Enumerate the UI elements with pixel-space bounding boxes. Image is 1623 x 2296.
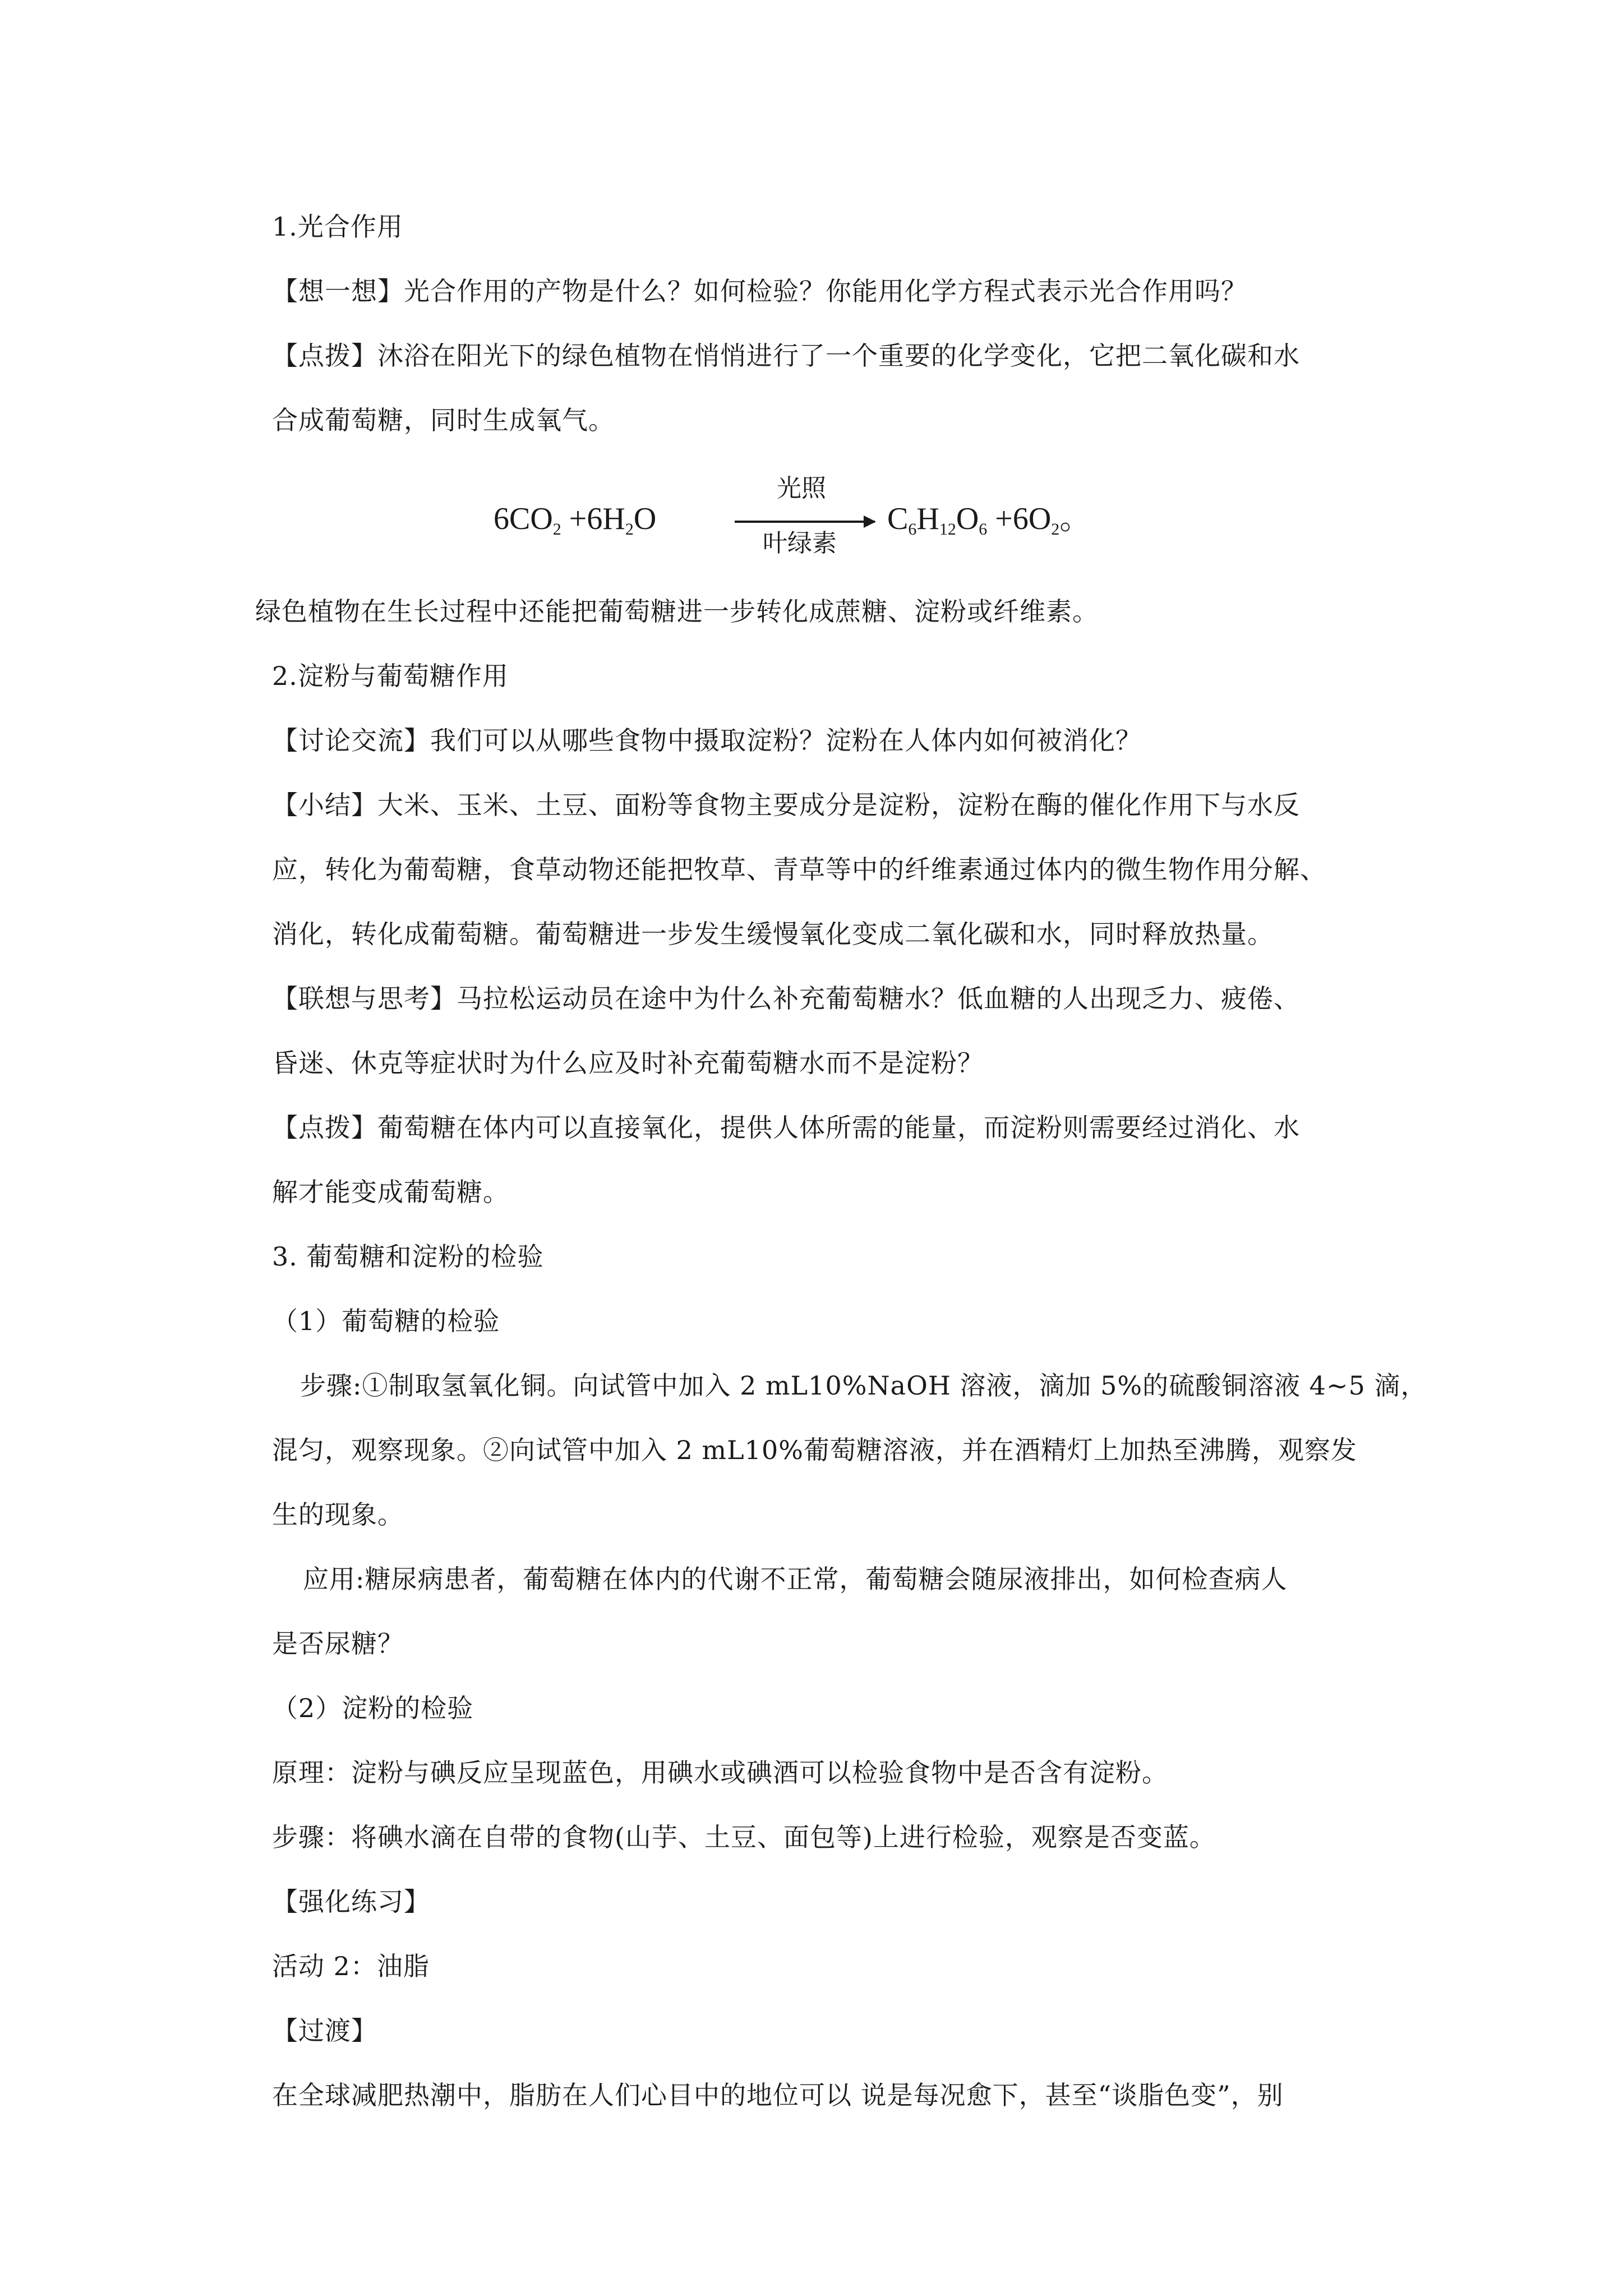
equation-reactants: $6CO_2 +6H_2O$ (494, 501, 657, 539)
section-heading-testing: 3. 葡萄糖和淀粉的检验 (272, 1241, 544, 1272)
paragraph-think: 【想一想】光合作用的产物是什么？如何检验？你能用化学方程式表示光合作用吗？ (272, 276, 1247, 306)
paragraph-green-plants: 绿色植物在生长过程中还能把葡萄糖进一步转化成蔗糖、淀粉或纤维素。 (255, 596, 1099, 627)
section-heading-starch-glucose: 2.淀粉与葡萄糖作用 (272, 661, 509, 691)
paragraph-hint-2-cont: 解才能变成葡萄糖。 (272, 1177, 509, 1207)
paragraph-summary-1: 【小结】大米、玉米、土豆、面粉等食物主要成分是淀粉，淀粉在酶的催化作用下与水反 (272, 790, 1300, 820)
paragraph-hint-1: 【点拨】沐浴在阳光下的绿色植物在悄悄进行了一个重要的化学变化，它把二氧化碳和水 (272, 341, 1300, 371)
equation-condition-light: 光照 (777, 474, 826, 503)
subheading-starch-test: （2）淀粉的检验 (272, 1693, 474, 1723)
paragraph-steps-3: 生的现象。 (272, 1499, 404, 1530)
paragraph-weight-loss: 在全球减肥热潮中，脂肪在人们心目中的地位可以 说是每况愈下，甚至“谈脂色变”，别 (272, 2080, 1284, 2110)
paragraph-discussion: 【讨论交流】我们可以从哪些食物中摄取淀粉？淀粉在人体内如何被消化？ (272, 725, 1142, 756)
paragraph-hint-2: 【点拨】葡萄糖在体内可以直接氧化，提供人体所需的能量，而淀粉则需要经过消化、水 (272, 1112, 1300, 1143)
paragraph-think-marathon-1: 【联想与思考】马拉松运动员在途中为什么补充葡萄糖水？低血糖的人出现乏力、疲倦、 (272, 983, 1300, 1014)
section-heading-photosynthesis: 1.光合作用 (272, 211, 403, 242)
paragraph-practice: 【强化练习】 (272, 1887, 430, 1917)
equation-condition-chlorophyll: 叶绿素 (763, 529, 837, 558)
equation-products: $C_6H_{12}O_6 +6O_2$。 (887, 501, 1091, 539)
paragraph-hint-1-cont: 合成葡萄糖，同时生成氧气。 (272, 405, 615, 435)
paragraph-summary-2: 应，转化为葡萄糖，食草动物还能把牧草、青草等中的纤维素通过体内的微生物作用分解、 (272, 854, 1326, 885)
paragraph-starch-steps: 步骤：将碘水滴在自带的食物(山芋、土豆、面包等)上进行检验，观察是否变蓝。 (272, 1822, 1216, 1852)
paragraph-summary-3: 消化，转化成葡萄糖。葡萄糖进一步发生缓慢氧化变成二氧化碳和水，同时释放热量。 (272, 919, 1274, 949)
paragraph-think-marathon-2: 昏迷、休克等症状时为什么应及时补充葡萄糖水而不是淀粉？ (272, 1048, 984, 1078)
subheading-glucose-test: （1）葡萄糖的检验 (272, 1306, 500, 1336)
photosynthesis-equation (494, 470, 1166, 565)
reaction-arrow (735, 521, 875, 523)
paragraph-principle: 原理：淀粉与碘反应呈现蓝色，用碘水或碘酒可以检验食物中是否含有淀粉。 (272, 1757, 1168, 1788)
paragraph-steps-2: 混匀，观察现象。②向试管中加入 2 mL10%葡萄糖溶液，并在酒精灯上加热至沸腾，观察发 (272, 1435, 1357, 1465)
paragraph-application-1: 应用:糖尿病患者，葡萄糖在体内的代谢不正常，葡萄糖会随尿液排出，如何检查病人 (303, 1564, 1288, 1594)
paragraph-application-2: 是否尿糖？ (272, 1628, 404, 1659)
section-heading-activity-2: 活动 2：油脂 (272, 1951, 430, 1981)
paragraph-steps-1: 步骤:①制取氢氧化铜。向试管中加入 2 mL10%NaOH 溶液，滴加 5%的硫酸铜溶液 4~5 滴， (300, 1370, 1427, 1401)
paragraph-transition: 【过渡】 (272, 2016, 377, 2046)
